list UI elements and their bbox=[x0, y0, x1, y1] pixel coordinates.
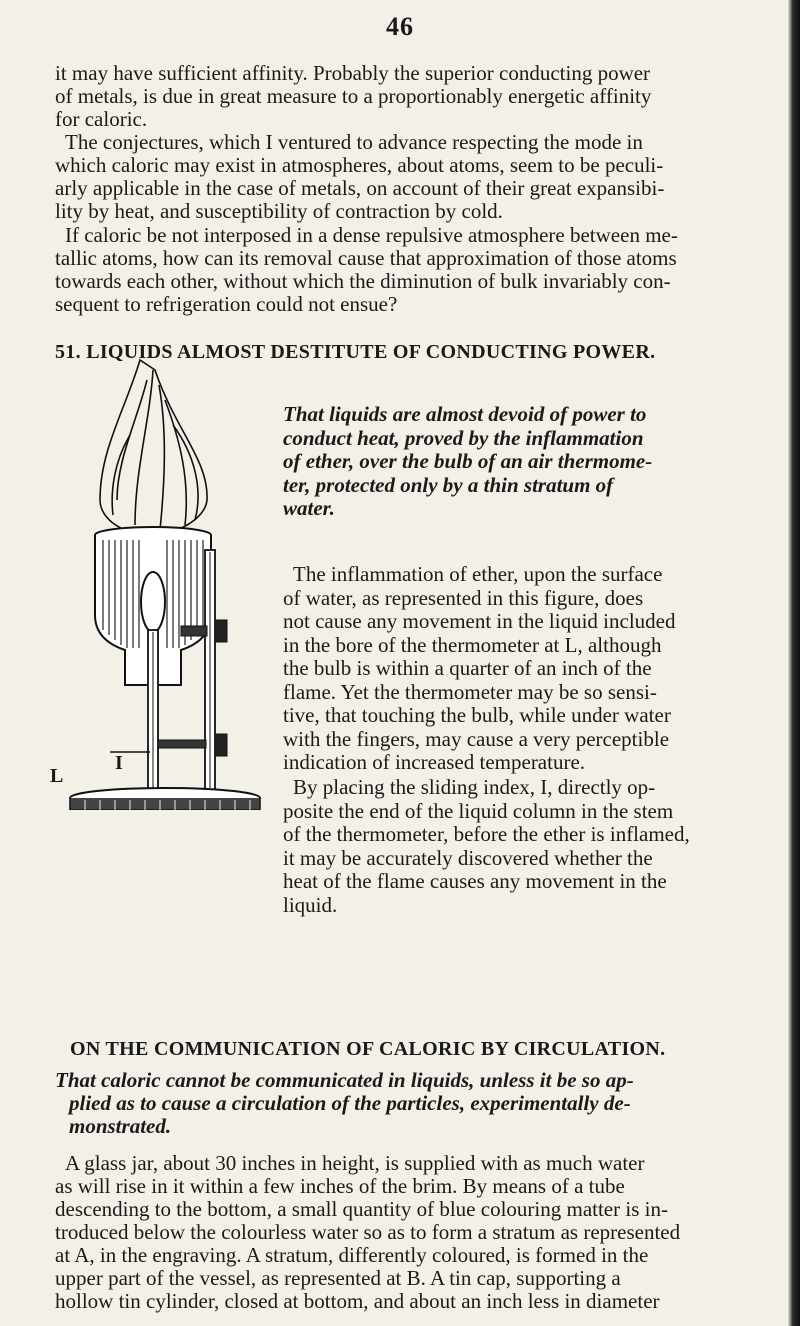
figure-label-i: I bbox=[115, 752, 123, 774]
text-line: The inflammation of ether, upon the surface bbox=[293, 562, 663, 586]
text-line: which caloric may exist in atmospheres, about atoms, seem to be peculi- bbox=[55, 153, 664, 177]
text-line: as will rise in it within a few inches of the brim. By means of a tube bbox=[55, 1174, 625, 1198]
text-line: tallic atoms, how can its removal cause that approximation of those atoms bbox=[55, 246, 677, 270]
text-line: towards each other, without which the diminution of bulk invariably con- bbox=[55, 269, 671, 293]
text-line: the bulb is within a quarter of an inch of the bbox=[283, 656, 652, 680]
text-line: liquid. bbox=[283, 892, 338, 917]
text-line: lity by heat, and susceptibility of contraction by cold. bbox=[55, 199, 503, 223]
circulation-heading: ON THE COMMUNICATION OF CALORIC BY CIRCULATION. bbox=[70, 1038, 666, 1060]
caption-line: ter, protected only by a thin stratum of bbox=[283, 472, 614, 497]
right-paragraph-2 bbox=[283, 776, 723, 917]
text-line: tive, that touching the bulb, while under water bbox=[283, 703, 671, 727]
text-line: of metals, is due in great measure to a proportionably energetic affinity bbox=[55, 84, 652, 108]
text-line: By placing the sliding index, I, directly op- bbox=[293, 775, 656, 799]
caption-line: conduct heat, proved by the inflammation bbox=[283, 425, 644, 450]
intro-paragraph-1 bbox=[55, 62, 755, 131]
text-line: hollow tin cylinder, closed at bottom, and about an inch less in diameter bbox=[55, 1289, 660, 1313]
text-line: The conjectures, which I ventured to advance respecting the mode in bbox=[65, 130, 643, 154]
circulation-body-paragraph bbox=[55, 1152, 770, 1313]
text-line: with the fingers, may cause a very perceptible bbox=[283, 726, 670, 751]
text-line: of water, as represented in this figure, does bbox=[283, 585, 644, 610]
text-line: arly applicable in the case of metals, on account of their great expansibi- bbox=[55, 176, 665, 200]
text-line: at A, in the engraving. A stratum, differently coloured, is formed in the bbox=[55, 1243, 649, 1267]
text-line: descending to the bottom, a small quantity of blue colouring matter is in- bbox=[55, 1197, 668, 1221]
text-line: not cause any movement in the liquid included bbox=[283, 609, 676, 633]
ether-flame-apparatus-illustration bbox=[55, 340, 280, 810]
caption-line: That liquids are almost devoid of power to bbox=[283, 402, 647, 426]
text-line: of the thermometer, before the ether is inflamed, bbox=[283, 822, 690, 846]
text-line: plied as to cause a circulation of the particles, experimentally de- bbox=[69, 1091, 631, 1115]
text-line: for caloric. bbox=[55, 107, 148, 131]
text-line: upper part of the vessel, as represented at B. A tin cap, supporting a bbox=[55, 1266, 621, 1290]
caption-line: water. bbox=[283, 496, 335, 520]
text-line: flame. Yet the thermometer may be so sensi- bbox=[283, 679, 657, 704]
figure-label-l: L bbox=[50, 765, 64, 787]
text-line: it may have sufficient affinity. Probably the superior conducting power bbox=[55, 61, 651, 85]
text-line: indication of increased temperature. bbox=[283, 750, 586, 774]
page-edge-shadow bbox=[788, 0, 800, 1326]
intro-paragraph-3 bbox=[55, 224, 755, 316]
text-line: it may be accurately discovered whether the bbox=[283, 845, 653, 870]
caption-line: of ether, over the bulb of an air thermome- bbox=[283, 449, 653, 473]
circulation-italic-statement bbox=[55, 1069, 765, 1138]
figure-caption bbox=[283, 403, 723, 521]
text-line: posite the end of the liquid column in the stem bbox=[283, 798, 674, 823]
text-line: That caloric cannot be communicated in liquids, unless it be so ap- bbox=[55, 1068, 634, 1092]
page-number: 46 bbox=[386, 12, 414, 41]
text-line: If caloric be not interposed in a dense repulsive atmosphere between me- bbox=[65, 223, 678, 247]
intro-paragraph-2 bbox=[55, 131, 755, 223]
section-51-heading: 51. LIQUIDS ALMOST DESTITUTE OF CONDUCTING POWER. bbox=[55, 341, 656, 363]
text-line: monstrated. bbox=[69, 1114, 172, 1138]
text-line: A glass jar, about 30 inches in height, is supplied with as much water bbox=[65, 1151, 645, 1175]
text-line: sequent to refrigeration could not ensue? bbox=[55, 292, 398, 316]
text-line: heat of the flame causes any movement in the bbox=[283, 869, 667, 893]
thermometer-figure bbox=[50, 340, 280, 810]
text-line: troduced below the colourless water so as to form a stratum as represented bbox=[55, 1220, 681, 1244]
text-line: in the bore of the thermometer at L, although bbox=[283, 632, 662, 657]
right-paragraph-1 bbox=[283, 563, 723, 775]
